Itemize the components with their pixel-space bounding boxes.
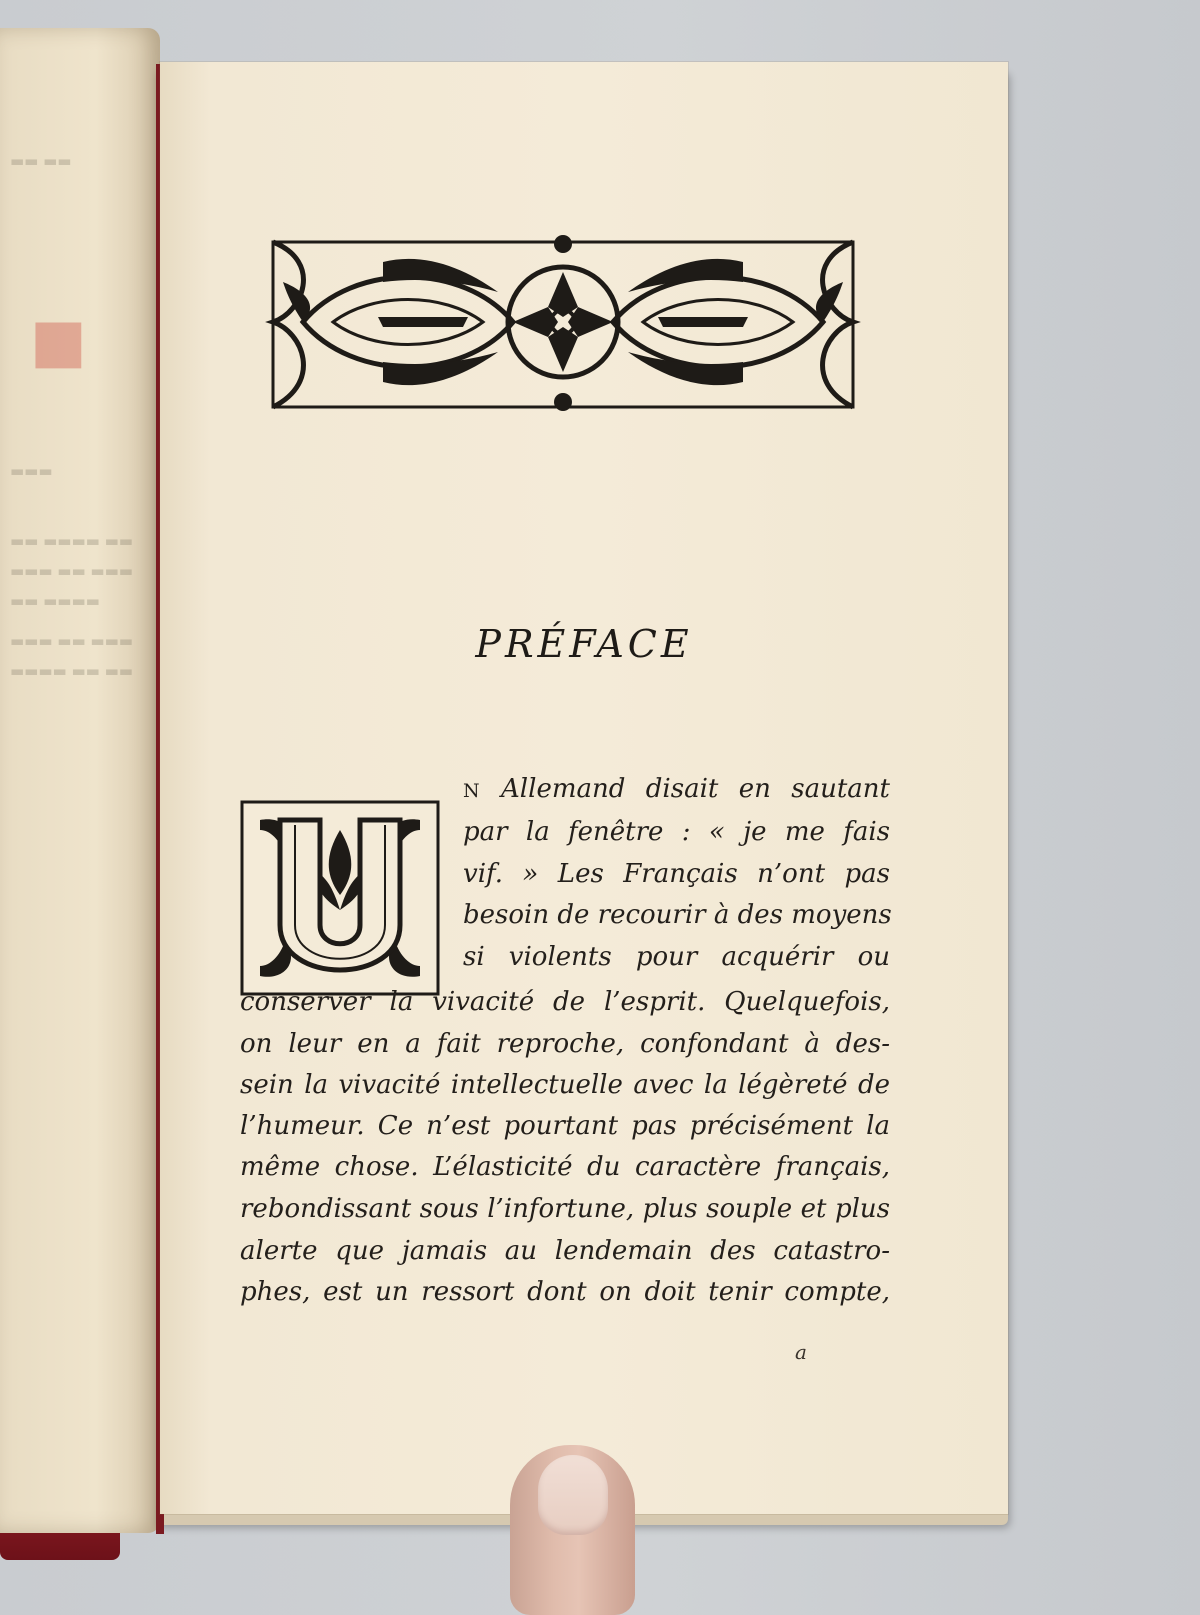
text-line: conserver la vivacité de l’esprit. Quelquefois,: [240, 987, 890, 1017]
text-line: on leur en a fait reproche, confondant à des-: [240, 1029, 890, 1059]
text-line: même chose. L’élasticité du caractère français,: [240, 1152, 890, 1182]
text-line: alerte que jamais au lendemain des catastro-: [240, 1236, 890, 1266]
fingernail: [538, 1455, 608, 1535]
signature-mark: a: [795, 1340, 807, 1364]
text-line: phes, est un ressort dont on doit tenir compte,: [240, 1277, 890, 1307]
page-title: PRÉFACE: [475, 622, 693, 666]
text-line: vif. » Les Français n’ont pas: [463, 859, 890, 889]
small-caps-lead: N: [463, 780, 481, 802]
arabesque-headpiece-icon: [263, 222, 863, 422]
text-line: sein la vivacité intellectuelle avec la légèreté de: [240, 1070, 890, 1100]
text-line: si violents pour acquérir ou: [463, 942, 890, 972]
text-line: besoin de recourir à des moyens: [463, 900, 892, 930]
text-line: par la fenêtre : « je me fais: [463, 817, 890, 847]
drop-cap-letter: [240, 800, 440, 996]
text-line: rebondissant sous l’infortune, plus souple et plus: [240, 1194, 890, 1224]
text-line: l’humeur. Ce n’est pourtant pas précisément la: [240, 1111, 890, 1141]
left-page: ▬▬ ▬▬ ■ ▬▬▬ ▬▬ ▬▬▬▬ ▬▬ ▬▬▬ ▬▬ ▬▬▬ ▬▬ ▬▬▬▬ ▬▬▬ ▬▬ ▬▬▬ ▬▬▬▬ ▬▬ ▬▬: [0, 28, 160, 1533]
text-line-content: Allemand disait en sautant: [501, 774, 891, 804]
text-line: [463, 772, 890, 808]
